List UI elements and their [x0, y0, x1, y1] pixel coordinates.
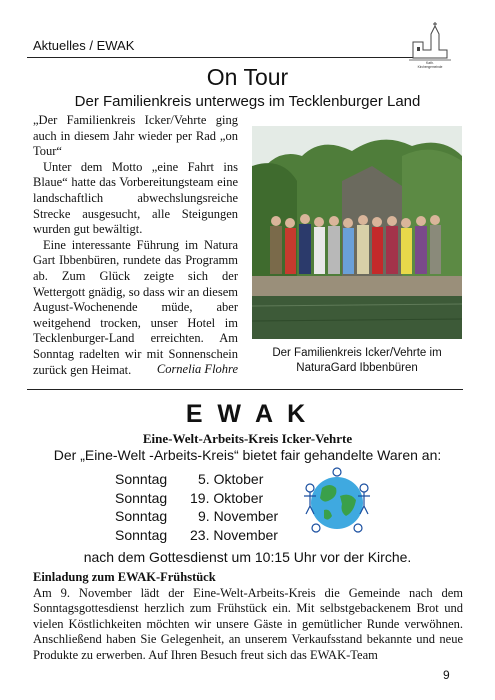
- article-paragraph: Eine interessante Führung im Natura Gart Ibbenbüren, rundete das Programm ab. Zum Glück zeigte sich der Wettergott gnädig, so dass wir an diesem August-Wochenende müde, aber weitgehend trocken, unser Hotel im Tecklenburger-Land erreichten. Am Sonntag radelten wir mit Sonnenschein zurück gen Heimat.: [33, 237, 238, 377]
- photo-caption: Der Familienkreis Icker/Vehrte im NaturaGard Ibbenbüren: [272, 347, 442, 374]
- group-photo: [252, 126, 462, 339]
- ewak-intro: Der „Eine-Welt -Arbeits-Kreis“ bietet fair gehandelte Waren an:: [53, 447, 442, 463]
- list-item: [115, 470, 298, 489]
- date-value: 23. November: [190, 526, 278, 543]
- date-day: Sonntag: [115, 508, 168, 524]
- list-item: [115, 526, 298, 545]
- date-day: Sonntag: [115, 526, 168, 543]
- date-value: 5. Oktober: [198, 471, 264, 487]
- article-subtitle: Der Familienkreis unterwegs im Tecklenburger Land: [74, 93, 421, 110]
- svg-text:Kirchengemeinde: Kirchengemeinde: [417, 65, 443, 69]
- list-item: [115, 489, 298, 508]
- article-title: On Tour: [206, 64, 289, 90]
- sale-dates-list: [115, 470, 298, 544]
- ewak-subtitle: Eine-Welt-Arbeits-Kreis Icker-Vehrte: [142, 431, 353, 446]
- svg-text:Kath.: Kath.: [426, 61, 434, 65]
- invitation-heading: Einladung zum EWAK-Frühstück: [33, 570, 216, 584]
- date-day: Sonntag: [115, 471, 168, 487]
- invitation-text: Am 9. November lädt der Eine-Welt-Arbeits-Kreis die Gemeinde nach dem Sonntagsgottesdienst herzlich zum Frühstück ein. Mit selbstgebackenem Brot und vielen Köstlichkeiten möchten wir unsere Gäste in gemütlicher Runde verwöhnen. Anschließend haben Sie Gelegenheit, an unserem Verkaufsstand bekannte und neue Produkte zu erwerben. Auf Ihren Besuch freut sich das EWAK-Team: [33, 586, 463, 662]
- article-paragraph: Unter dem Motto „eine Fahrt ins Blaue“ hatte das Vorbereitungsteam eine landschaftlich abwechslungsreiche Strecke ausgesucht, alle Steigungen wurden gut bewältigt.: [33, 159, 238, 237]
- header-divider: [27, 57, 413, 58]
- section-label: Aktuelles / EWAK: [33, 38, 135, 53]
- sale-time-note: nach dem Gottesdienst um 10:15 Uhr vor der Kirche.: [83, 549, 412, 565]
- date-value: 19. Oktober: [190, 489, 264, 506]
- section-divider: [27, 389, 463, 390]
- ewak-title: E W A K: [185, 400, 310, 428]
- page-number: 9: [443, 668, 450, 682]
- date-day: Sonntag: [115, 489, 168, 506]
- article-author: Cornelia Flohre: [156, 362, 238, 376]
- article-body: [33, 113, 238, 378]
- globe-people-icon: [300, 466, 374, 540]
- list-item: [115, 507, 298, 526]
- parish-logo: [405, 20, 455, 70]
- article-paragraph: „Der Familienkreis Icker/Vehrte ging auch in diesem Jahr wieder per Rad „on Tour“: [33, 113, 238, 159]
- date-value: 9. November: [198, 508, 279, 524]
